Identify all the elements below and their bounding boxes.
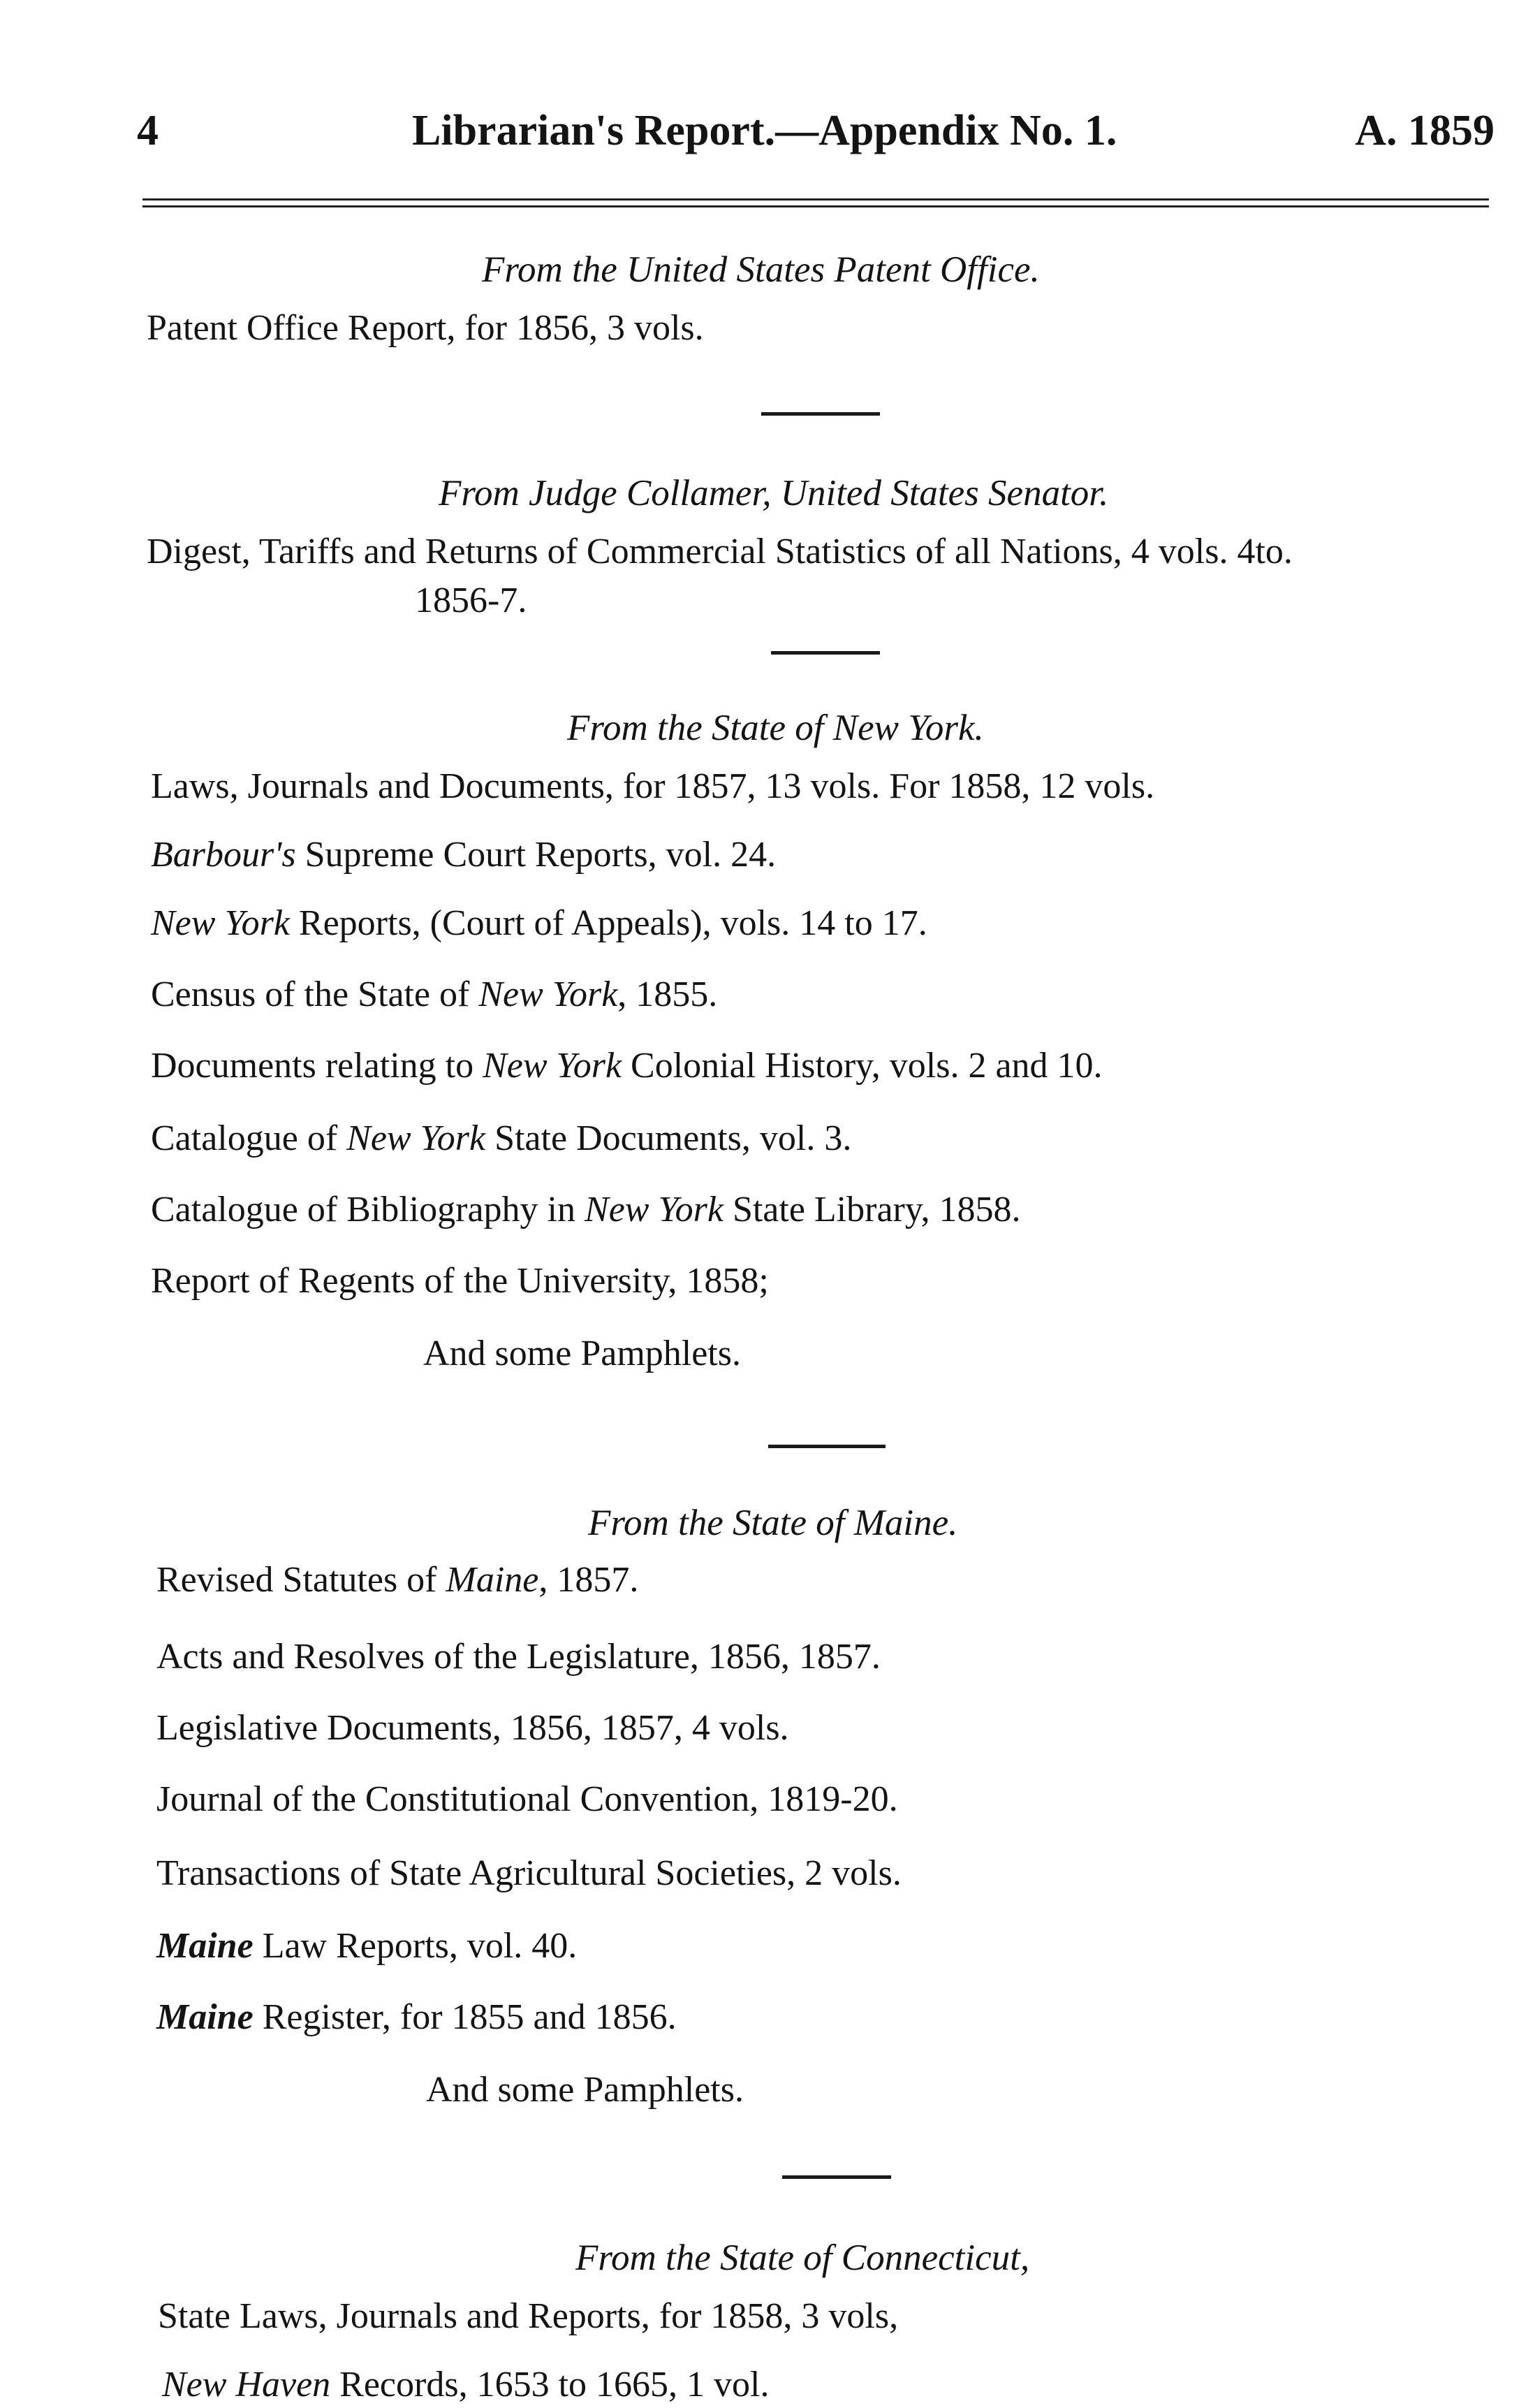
italic-title: Maine [156, 1997, 254, 2037]
list-item: Transactions of State Agricultural Societies, 2 vols. [156, 1853, 902, 1893]
header-rule-bottom [142, 205, 1489, 207]
section-heading-new-york: From the State of New York. [567, 708, 984, 748]
list-item-prefix: Census of the State of [151, 975, 479, 1014]
section-heading-patent-office: From the United States Patent Office. [482, 249, 1040, 290]
list-item: Legislative Documents, 1856, 1857, 4 vols. [156, 1708, 789, 1748]
list-item [151, 977, 717, 1013]
list-item [151, 905, 927, 942]
italic-title: New York [151, 903, 290, 943]
closing-line: And some Pamphlets. [426, 2070, 744, 2110]
list-item-text: Register, for 1855 and 1856. [253, 1997, 677, 2037]
list-item-text: Reports, (Court of Appeals), vols. 14 to 17. [289, 903, 927, 943]
list-item-text: Law Reports, vol. 40. [253, 1926, 578, 1966]
italic-title: New York [478, 975, 618, 1014]
list-item-text: Records, 1653 to 1665, 1 vol. [330, 2365, 770, 2405]
section-separator [761, 412, 880, 416]
running-header [133, 106, 1494, 162]
list-item: Laws, Journals and Documents, for 1857, 13 vols. For 1858, 12 vols. [151, 766, 1155, 806]
section-separator [782, 2175, 891, 2179]
list-item-prefix: Catalogue of [151, 1118, 347, 1158]
list-item-text: Supreme Court Reports, vol. 24. [295, 835, 777, 875]
list-item: Journal of the Constitutional Convention, 1819-20. [156, 1779, 898, 1819]
page-number: 4 [137, 107, 159, 154]
section-heading-judge-collamer: From Judge Collamer, United States Senator. [439, 473, 1109, 513]
list-item: Acts and Resolves of the Legislature, 1856, 1857. [156, 1637, 881, 1677]
list-item-continuation: 1856-7. [415, 581, 527, 620]
list-item-text: , 1857. [538, 1560, 639, 1600]
list-item: Report of Regents of the University, 1858; [151, 1261, 769, 1301]
italic-title: Maine [446, 1560, 539, 1600]
list-item-prefix: Catalogue of Bibliography in [151, 1190, 585, 1229]
section-heading-connecticut: From the State of Connecticut, [575, 2238, 1030, 2278]
italic-title: New York [346, 1118, 486, 1158]
list-item-prefix: Revised Statutes of [156, 1560, 446, 1600]
list-item [151, 1048, 1103, 1084]
list-item [151, 837, 776, 873]
list-item [151, 1118, 852, 1158]
list-item: Patent Office Report, for 1856, 3 vols. [147, 308, 704, 348]
list-item [151, 1192, 1020, 1228]
list-item [162, 2367, 769, 2403]
section-separator [771, 651, 880, 655]
list-item: State Laws, Journals and Reports, for 1858, 3 vols, [158, 2296, 899, 2336]
italic-title: Barbour's [151, 835, 296, 875]
header-title: Librarian's Report.—Appendix No. 1. [412, 107, 1117, 154]
header-series: A. 1859 [1355, 107, 1494, 154]
italic-title: New York [585, 1190, 724, 1229]
list-item-text: , 1855. [617, 975, 718, 1014]
closing-line: And some Pamphlets. [423, 1334, 741, 1373]
list-item-text: Colonial History, vols. 2 and 10. [622, 1046, 1103, 1086]
list-item [156, 1999, 677, 2036]
list-item: Digest, Tariffs and Returns of Commercial Statistics of all Nations, 4 vols. 4to. [147, 532, 1293, 571]
list-item [156, 1562, 638, 1598]
list-item-text: State Library, 1858. [723, 1190, 1021, 1229]
list-item-prefix: Documents relating to [151, 1046, 483, 1086]
italic-title: New York [483, 1046, 622, 1086]
section-heading-maine: From the State of Maine. [588, 1503, 958, 1543]
list-item-text: State Documents, vol. 3. [485, 1118, 852, 1158]
section-separator [768, 1445, 886, 1448]
italic-title: Maine [156, 1926, 254, 1966]
italic-title: New Haven [162, 2365, 331, 2405]
list-item [156, 1928, 577, 1964]
header-rule-top [142, 198, 1489, 200]
